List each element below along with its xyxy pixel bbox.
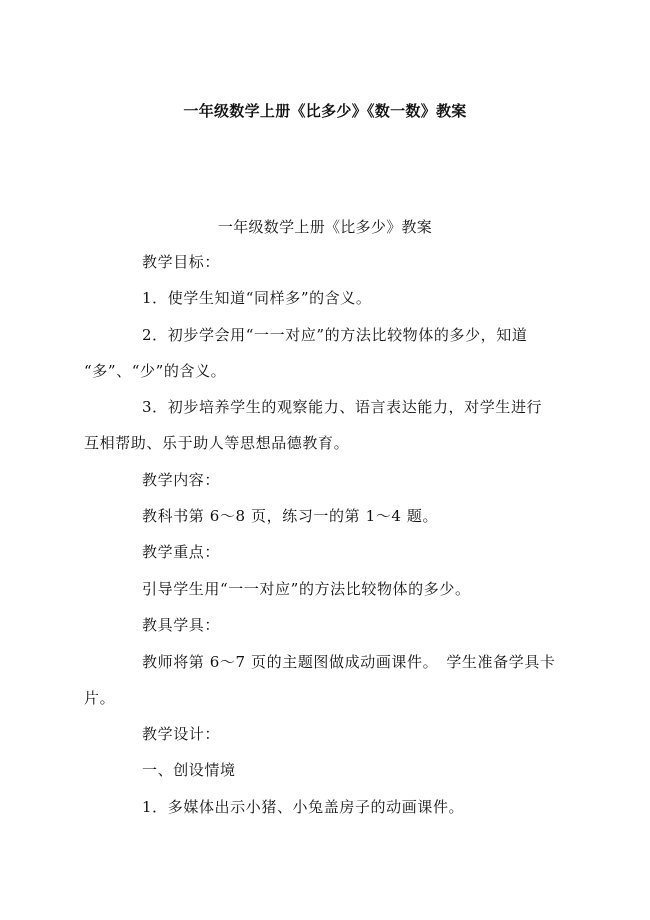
paragraph-goal-2: 2．初步学会用“一一对应”的方法比较物体的多少，知道 “多”、“少”的含义。 — [84, 325, 528, 380]
paragraph-goal-1: 1．使学生知道“同样多”的含义。 — [142, 289, 372, 308]
paragraph-teaching-aids: 教师将第 6～7 页的主题图做成动画课件。 学生准备学具卡 片。 — [84, 652, 556, 707]
document-body — [84, 250, 556, 831]
paragraph-step-1: 1．多媒体出示小猪、小兔盖房子的动画课件。 — [142, 797, 465, 816]
paragraph-teaching-goals-heading: 教学目标： — [142, 253, 221, 271]
document-title: 一年级数学上册《比多少》《数一数》教案 — [183, 102, 467, 120]
paragraph-teaching-content: 教科书第 6～8 页，练习一的第 1～4 题。 — [142, 506, 439, 525]
paragraph-goal-3: 3．初步培养学生的观察能力、语言表达能力，对学生进行 互相帮助、乐于助人等思想品德教育。 — [84, 398, 543, 453]
paragraph-teaching-design-heading: 教学设计： — [142, 724, 221, 743]
paragraph-teaching-aids-heading: 教具学具： — [142, 616, 221, 635]
paragraph-key-point: 引导学生用“一一对应”的方法比较物体的多少。 — [142, 579, 471, 598]
paragraph-create-situation: 一、创设情境 — [142, 761, 236, 780]
section-title: 一年级数学上册《比多少》教案 — [217, 218, 433, 236]
paragraph-teaching-content-heading: 教学内容： — [142, 470, 221, 489]
paragraph-key-point-heading: 教学重点： — [142, 543, 221, 562]
